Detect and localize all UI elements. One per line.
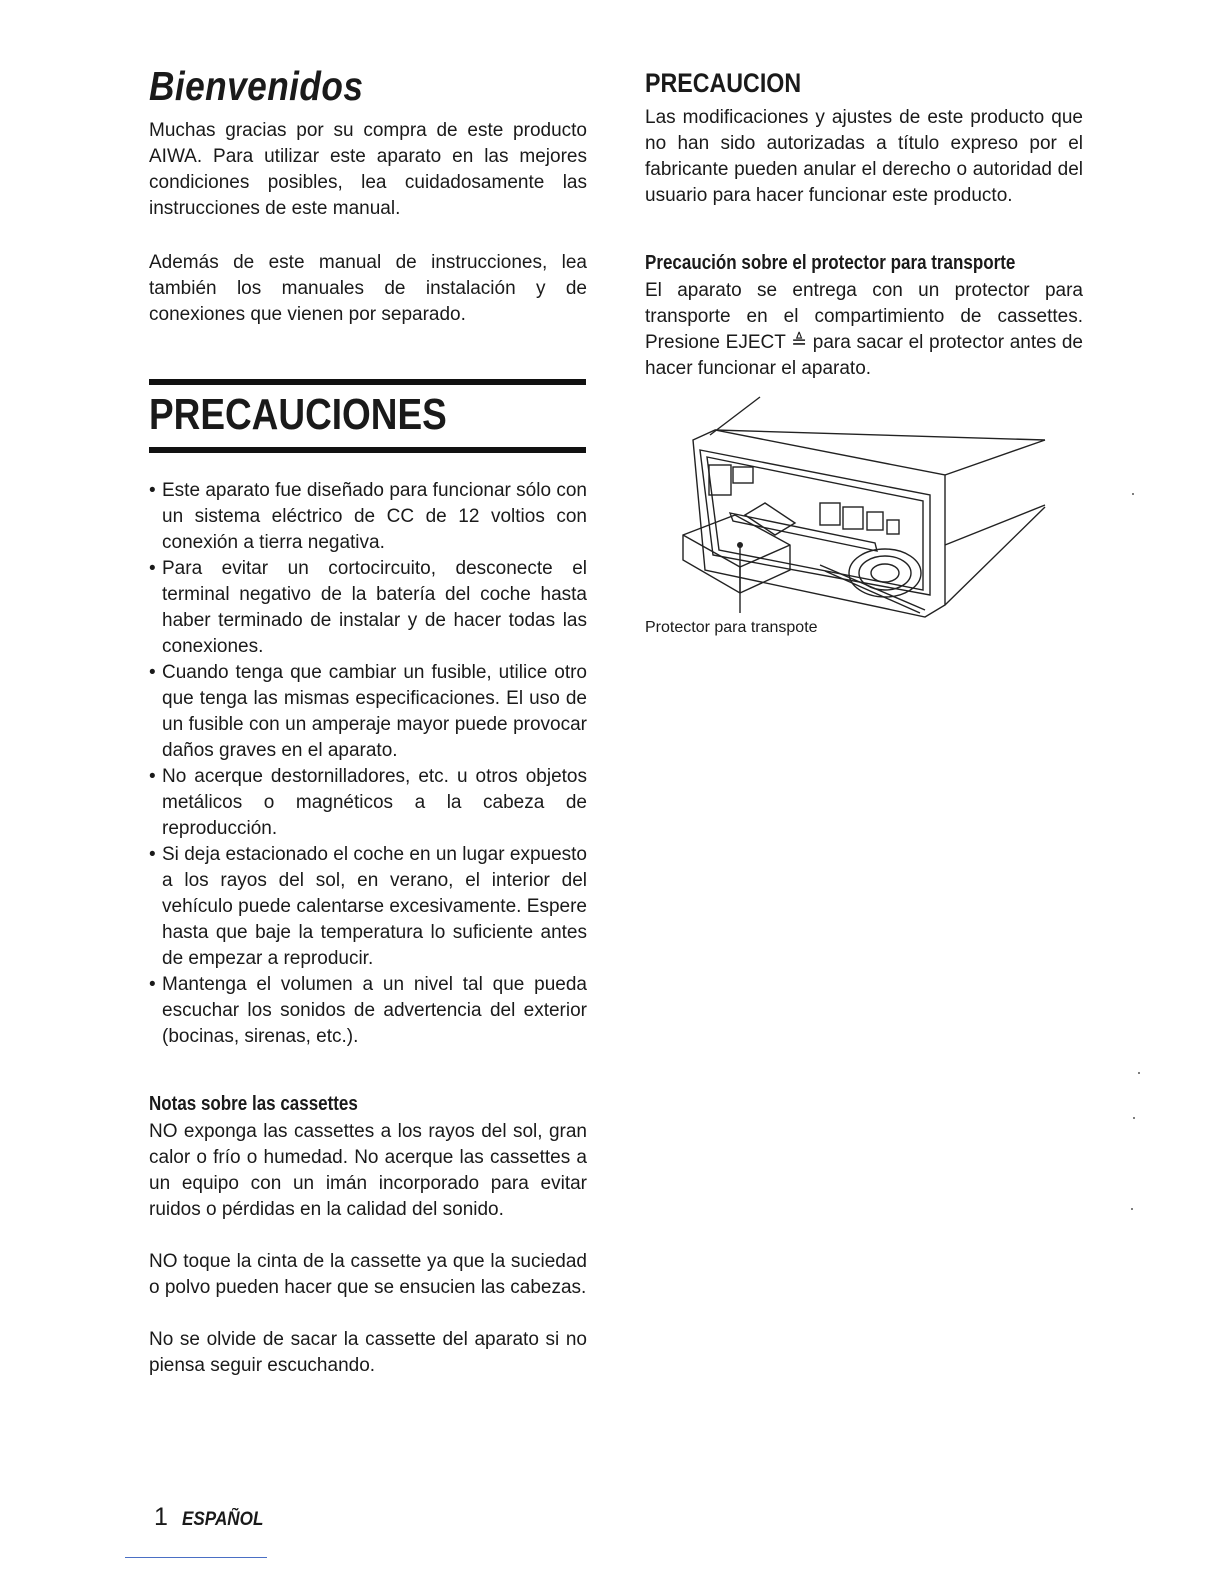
list-item: • Cuando tenga que cambiar un fusible, utilice otro que tenga las mismas especificaciones. El uso de un fusible con un amperaje mayor puede provocar daños graves en el aparato. — [149, 660, 587, 764]
precaucion-title: PRECAUCION — [645, 68, 802, 98]
car-stereo-illustration — [645, 395, 1055, 625]
footer-rule — [125, 1557, 267, 1558]
welcome-paragraph-2: Además de este manual de instrucciones, lea también los manuales de instalación y de conexiones que vienen por separado. — [149, 252, 587, 325]
list-item: • Mantenga el volumen a un nivel tal que pueda escuchar los sonidos de advertencia del exterior (bocinas, sirenas, etc.). — [149, 972, 587, 1050]
welcome-title: Bienvenidos — [149, 63, 364, 109]
section-rule-bottom — [149, 447, 586, 453]
list-item: • Si deja estacionado el coche en un lugar expuesto a los rayos del sol, en verano, el interior del vehículo puede calentarse excesivamente. Espere hasta que baje la temperatura lo suficiente antes de empezar a reproducir. — [149, 842, 587, 972]
scan-speck — [1138, 1072, 1140, 1074]
list-item: • Para evitar un cortocircuito, desconecte el terminal negativo de la batería del coche hasta haber terminado de instalar y de hacer todas las conexiones. — [149, 556, 587, 660]
notas-paragraph-3: No se olvide de sacar la cassette del aparato si no piensa seguir escuchando. — [149, 1329, 587, 1376]
scan-speck — [1131, 1208, 1133, 1210]
welcome-paragraph-1: Muchas gracias por su compra de este producto AIWA. Para utilizar este aparato en las mejores condiciones posibles, lea cuidadosamente las instrucciones de este manual. — [149, 120, 587, 219]
precauciones-list — [149, 478, 587, 1050]
precauciones-title: PRECAUCIONES — [149, 390, 447, 439]
notas-paragraph-2: NO toque la cinta de la cassette ya que la suciedad o polvo pueden hacer que se ensucien las cabezas. — [149, 1251, 587, 1298]
list-item: • Este aparato fue diseñado para funcionar sólo con un sistema eléctrico de CC de 12 voltios con conexión a tierra negativa. — [149, 478, 587, 556]
illustration-caption: Protector para transpote — [645, 619, 818, 636]
precaucion-paragraph: Las modificaciones y ajustes de este producto que no han sido autorizadas a título expreso por el fabricante pueden anular el derecho o autoridad del usuario para hacer funcionar este producto. — [645, 107, 1083, 206]
language-label: ESPAÑOL — [182, 1509, 264, 1530]
notas-title: Notas sobre las cassettes — [149, 1093, 358, 1115]
page-footer — [154, 1503, 273, 1532]
scan-speck — [1133, 1117, 1135, 1119]
section-rule-top — [149, 379, 586, 385]
page-number: 1 — [154, 1503, 168, 1531]
protector-paragraph: El aparato se entrega con un protector para transporte en el compartimiento de cassettes. Presione EJECT ≜ para sacar el protector antes de hacer funcionar el aparato. — [645, 280, 1083, 379]
protector-title: Precaución sobre el protector para transporte — [645, 252, 1016, 274]
notas-paragraph-1: NO exponga las cassettes a los rayos del sol, gran calor o frío o humedad. No acerque las cassettes a un equipo con un imán incorporado para evitar ruidos o pérdidas en la calidad del sonido. — [149, 1121, 587, 1220]
list-item: • No acerque destornilladores, etc. u otros objetos metálicos o magnéticos a la cabeza de reproducción. — [149, 764, 587, 842]
scan-speck — [1132, 493, 1134, 495]
